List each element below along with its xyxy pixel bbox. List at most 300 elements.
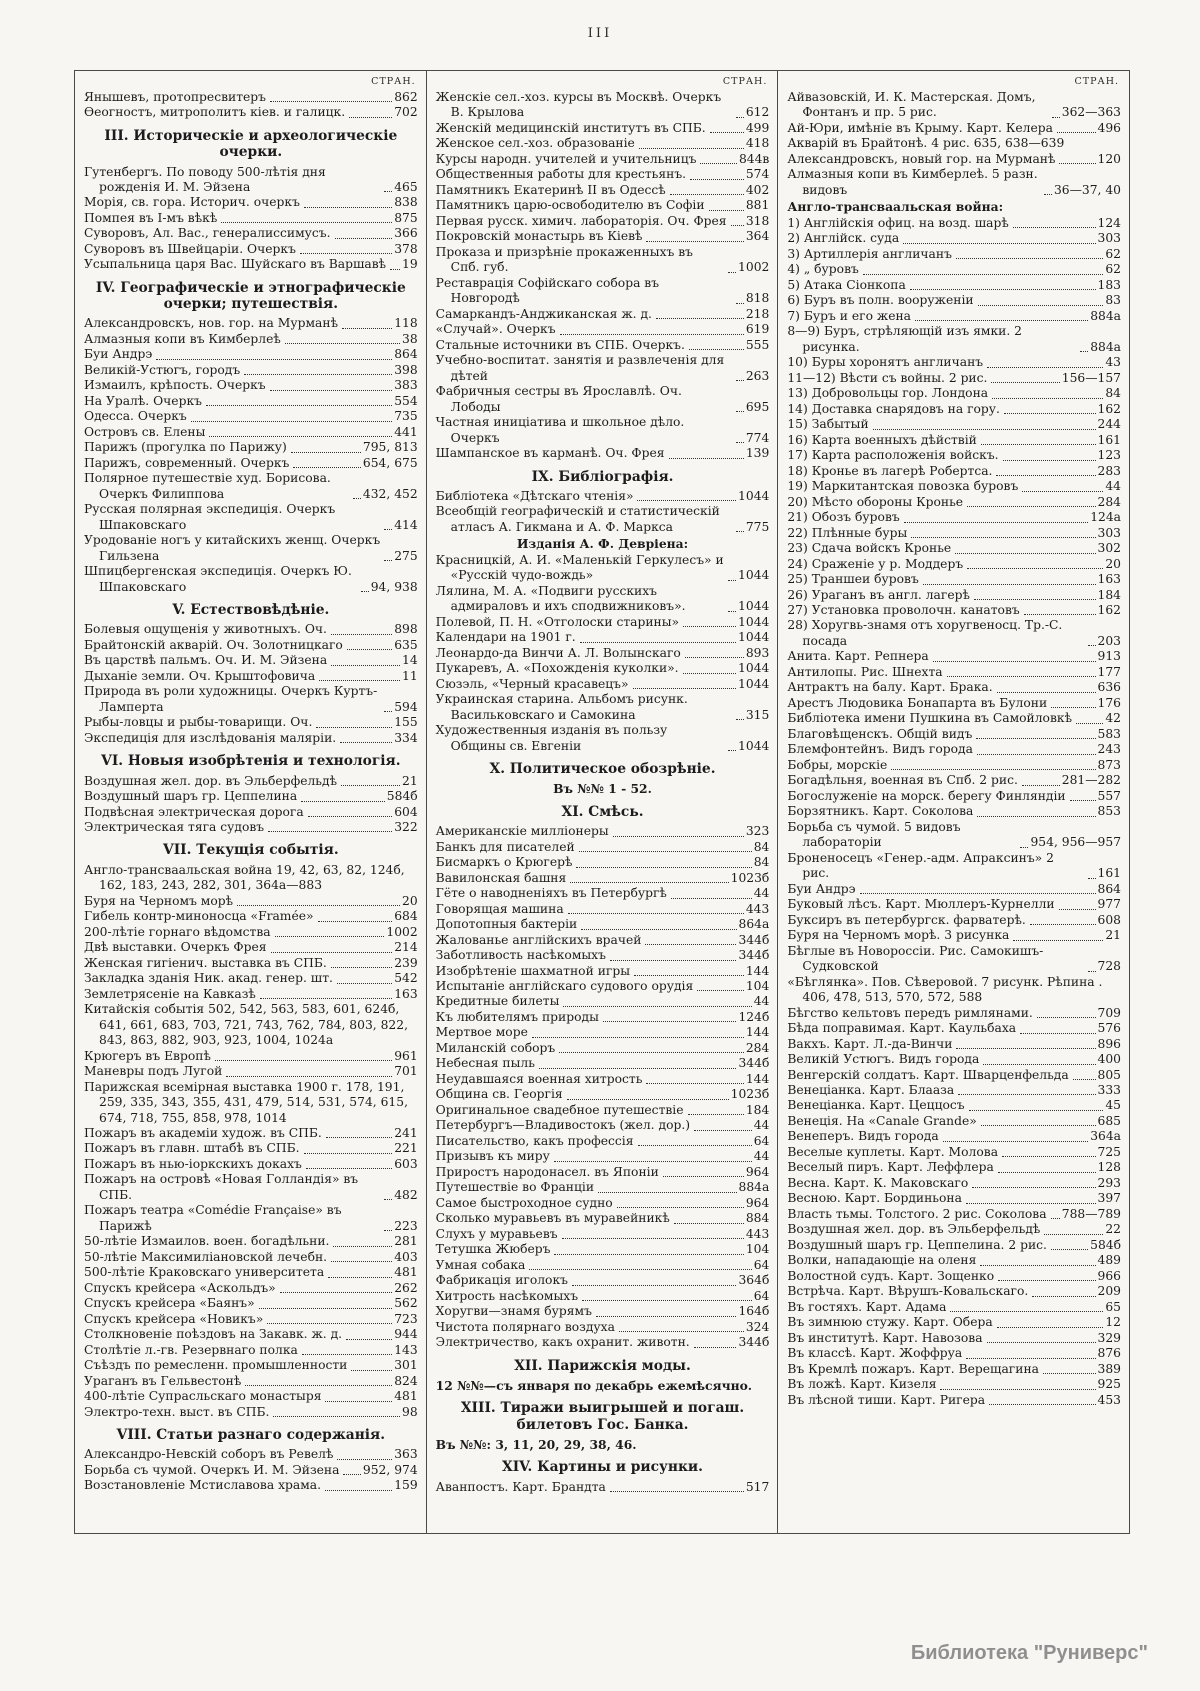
entry-title: Весна. Карт. К. Маковскаго (787, 1175, 969, 1190)
entry-page-number: 118 (394, 316, 418, 331)
index-entry (787, 479, 1121, 494)
entry-title: Въ зимнюю стужу. Карт. Обера (787, 1315, 993, 1330)
entry-title: На Уралѣ. Очеркъ (84, 393, 202, 408)
entry-title: Венеціанка. Карт. Цеццосъ (787, 1098, 965, 1113)
entry-title: Кредитные билеты (435, 994, 560, 1009)
index-entry (787, 1253, 1121, 1268)
entry-page-number: 334 (394, 730, 418, 745)
entry-page-number: 775 (745, 519, 770, 534)
entry-title: Заботливость насѣкомыхъ (435, 948, 606, 963)
dot-leader (991, 382, 1059, 383)
entry-title: 200-лѣтіе горнаго вѣдомства (84, 924, 271, 939)
entry-page-number: 400 (1097, 1052, 1122, 1067)
dot-leader (645, 944, 736, 945)
dot-leader (275, 936, 385, 937)
entry-page-number: 139 (745, 446, 770, 461)
index-entry (84, 1126, 418, 1141)
index-entry (436, 167, 770, 182)
index-entry (787, 433, 1121, 448)
entry-page-number: 383 (394, 378, 418, 393)
entry-page-number: 1044 (738, 599, 770, 614)
dot-leader (598, 1192, 737, 1193)
entry-title: Русская полярная экспедиція. Очеркъ Шпаковскаго (84, 502, 336, 532)
entry-page-number: 329 (1097, 1330, 1122, 1345)
entry-page-number: 318 (745, 213, 770, 228)
entry-page-number: 1044 (738, 488, 770, 503)
dot-leader (361, 591, 369, 592)
index-entry (787, 897, 1121, 912)
entry-title: Всеобщій географическій и статистическій атласъ А. Гикмана и А. Ф. Маркса (435, 504, 720, 534)
index-entry (436, 871, 770, 886)
index-entry (84, 226, 418, 241)
entry-title: Китайскія событія 502, 542, 563, 583, 601, 624б, 641, 661, 683, 703, 721, 743, 762, 784, 803, 822, 843, 863, 882, 903, 923, 1004, 1024а (84, 1002, 408, 1048)
entry-title: Спускъ крейсера «Баянъ» (84, 1296, 255, 1311)
entry-title: Усыпальница царя Вас. Шуйскаго въ Варшавѣ (84, 257, 387, 272)
dot-leader (384, 191, 392, 192)
entry-page-number: 844в (738, 151, 770, 166)
entry-page-number: 239 (394, 955, 418, 970)
entry-page-number: 604 (394, 804, 418, 819)
entry-title: Къ любителямъ природы (435, 1009, 599, 1024)
entry-page-number: 64 (753, 1133, 770, 1148)
index-entry (436, 1087, 770, 1102)
index-entry (787, 1284, 1121, 1299)
dot-leader (1032, 1296, 1095, 1297)
entry-title: Пожаръ въ академіи худож. въ СПБ. (84, 1125, 322, 1140)
dot-leader (280, 1292, 392, 1293)
entry-title: 1) Англійскія офиц. на возд. шарѣ (787, 215, 1009, 230)
index-entry (436, 902, 770, 917)
dot-leader (596, 1316, 737, 1317)
entry-page-number: 402 (745, 182, 770, 197)
index-entry (787, 1068, 1121, 1083)
entry-page-number: 84 (753, 839, 770, 854)
dot-leader (331, 634, 392, 635)
index-entry (84, 1250, 418, 1265)
entry-title: Шампанское въ карманѣ. Оч. Фрея (435, 446, 665, 461)
entry-page-number: 303 (1097, 231, 1122, 246)
entry-page-number: 322 (394, 820, 418, 834)
entry-page-number: 685 (1097, 1113, 1122, 1128)
section-heading: VI. Новыя изобрѣтенія и технологія. (101, 753, 401, 770)
dot-leader (237, 905, 400, 906)
entry-page-number: 221 (394, 1141, 418, 1156)
index-entry (84, 347, 418, 362)
entry-title: Пожаръ въ главн. штабѣ въ СПБ. (84, 1141, 300, 1156)
dot-leader (1070, 800, 1096, 801)
index-entry (787, 278, 1121, 293)
index-entry (787, 541, 1121, 556)
dot-leader (987, 1342, 1096, 1343)
entry-title: Мертвое море (435, 1025, 528, 1040)
entry-page-number: 344б (738, 1335, 770, 1350)
entry-title: Аванпостъ. Карт. Брандта (435, 1479, 606, 1494)
entry-title: Рыбы-ловцы и рыбы-товарищи. Оч. (84, 715, 313, 730)
entry-title: Общественныя работы для крестьянъ. (435, 167, 687, 182)
dot-leader (293, 467, 361, 468)
entry-page-number: 14 (402, 653, 418, 668)
index-entry (787, 1346, 1121, 1361)
dot-leader (728, 611, 736, 612)
dot-leader (304, 1153, 393, 1154)
entry-page-number: 12 (1105, 1315, 1122, 1330)
entry-page-number: 364а (1090, 1129, 1122, 1144)
dot-leader (956, 1048, 1095, 1049)
entry-title: 6) Буръ въ полн. вооруженіи (787, 293, 974, 308)
entry-title: Закладка зданія Ник. акад. генер. шт. (84, 971, 333, 986)
index-entry (84, 894, 418, 909)
index-entry (436, 1273, 770, 1288)
dot-leader (529, 1269, 751, 1270)
index-entry (787, 1160, 1121, 1175)
index-entry (436, 1103, 770, 1118)
entry-page-number: 315 (745, 707, 770, 722)
section-heading: XIV. Картины и рисунки. (502, 1459, 703, 1476)
entry-title: Власть тьмы. Толстого. 2 рис. Соколова (787, 1206, 1047, 1221)
dot-leader (639, 148, 744, 149)
entry-title: 500-лѣтіе Краковскаго университета (84, 1265, 325, 1280)
index-column-3 (778, 71, 1129, 1533)
entry-title: 400-лѣтіе Супрасльскаго монастыря (84, 1389, 322, 1404)
entry-title: Изобрѣтеніе шахматной игры (435, 963, 630, 978)
entry-page-number: 554 (394, 393, 418, 408)
dot-leader (617, 1207, 744, 1208)
entry-page-number: 156—157 (1061, 370, 1122, 385)
index-entry (436, 1149, 770, 1164)
index-entry (787, 262, 1121, 277)
dot-leader (637, 500, 736, 501)
entry-title: Гутенбергъ. По поводу 500-лѣтія дня рожденія И. М. Эйзена (84, 164, 326, 194)
index-entry (787, 1377, 1121, 1392)
index-entry (787, 152, 1121, 167)
index-entry (787, 758, 1121, 773)
entry-title: Великій Устюгъ. Видъ города (787, 1052, 980, 1067)
entry-page-number: 482 (394, 1187, 418, 1202)
entry-title: Янышевъ, протопресвитеръ (84, 90, 266, 104)
dot-leader (268, 831, 392, 832)
entry-page-number: 124а (1090, 510, 1122, 525)
dot-leader (390, 269, 400, 270)
entry-title: Двѣ выставки. Очеркъ Фрея (84, 940, 267, 955)
index-entry (787, 588, 1121, 603)
entry-page-number: 465 (394, 179, 418, 194)
entry-page-number: 542 (394, 971, 418, 986)
entry-page-number: 884а (1090, 308, 1122, 323)
entry-page-number: 964 (745, 1195, 770, 1210)
sub-heading: Изданія А. Ф. Девріена: (516, 536, 689, 552)
index-entry (84, 1281, 418, 1296)
entry-page-number: 925 (1097, 1377, 1122, 1392)
dot-leader (1013, 227, 1096, 228)
dot-leader (646, 241, 743, 242)
entry-page-number: 161 (1097, 432, 1122, 447)
index-entry (84, 316, 418, 331)
index-entry (436, 121, 770, 136)
entry-page-number: 838 (394, 195, 418, 210)
entry-page-number: 944 (394, 1327, 418, 1342)
entry-page-number: 977 (1097, 897, 1122, 912)
entry-page-number: 499 (745, 120, 770, 135)
section-heading: V. Естествовѣдѣніе. (172, 602, 330, 619)
entry-title: Бѣгство кельтовъ передъ римлянами. (787, 1005, 1033, 1020)
entry-page-number: 418 (745, 136, 770, 151)
dot-leader (977, 754, 1096, 755)
index-entry (436, 948, 770, 963)
sub-heading: Англо-трансваальская война: (787, 199, 1004, 215)
entry-page-number: 284 (1097, 494, 1122, 509)
dot-leader (966, 1203, 1096, 1204)
dot-leader (576, 867, 751, 868)
entry-page-number: 966 (1097, 1268, 1122, 1283)
index-entry (436, 917, 770, 932)
entry-title: 21) Обозъ буровъ (787, 510, 900, 525)
entry-title: Курсы народн. учителей и учительницъ (435, 151, 697, 166)
dot-leader (347, 649, 392, 650)
entry-title: Сюзэль, «Черный красавецъ» (435, 676, 629, 691)
dot-leader (683, 626, 736, 627)
entry-page-number: 695 (745, 399, 770, 414)
dot-leader (613, 836, 744, 837)
dot-leader (245, 1385, 392, 1386)
entry-title: Библіотека «Дѣтскаго чтенія» (435, 488, 634, 503)
entry-title: Гёте о наводненіяхъ въ Петербургѣ (435, 886, 667, 901)
entry-title: Уродованіе ногъ у китайскихъ женщ. Очеркъ Гильзена (84, 533, 381, 563)
entry-title: 11—12) Вѣсти съ войны. 2 рис. (787, 370, 988, 385)
index-entry (787, 603, 1121, 618)
entry-title: Англо-трансваальская война 19, 42, 63, 82, 124б, 162, 183, 243, 282, 301, 364а—883 (84, 862, 405, 893)
dot-leader (910, 289, 1096, 290)
dot-leader (671, 898, 752, 899)
index-entry (787, 136, 1121, 151)
dot-leader (710, 132, 744, 133)
entry-page-number: 795, 813 (362, 440, 418, 455)
entry-title: Оригинальное свадебное путешествіе (435, 1102, 684, 1117)
index-entry (84, 332, 418, 347)
entry-page-number: 884а (1090, 339, 1122, 354)
entry-title: Дыханіе земли. Оч. Крыштофовича (84, 668, 316, 683)
index-entry (436, 1242, 770, 1257)
dot-leader (1024, 614, 1096, 615)
entry-title: Крюгеръ въ Европѣ (84, 1048, 211, 1063)
dot-leader (206, 405, 392, 406)
dot-leader (966, 1358, 1095, 1359)
index-entry (84, 1234, 418, 1249)
dot-leader (683, 673, 736, 674)
index-entry (436, 214, 770, 229)
entry-page-number: 44 (753, 886, 770, 901)
index-entry (84, 257, 418, 272)
entry-title: 24) Сраженіе у р. Моддеръ (787, 556, 964, 571)
entry-title: 20) Мѣсто обороны Кронье (787, 494, 964, 509)
dot-leader (933, 661, 1096, 662)
entry-page-number: 44 (1105, 479, 1122, 494)
entry-title: Банкъ для писателей (435, 839, 575, 854)
index-entry (787, 1083, 1121, 1098)
entry-title: Буксиръ въ петербургск. фарватерѣ. (787, 912, 1026, 927)
dot-leader (943, 1141, 1089, 1142)
index-entry (787, 1331, 1121, 1346)
entry-title: Бобры, морскіе (787, 757, 888, 772)
index-entry (436, 198, 770, 213)
index-entry (787, 572, 1121, 587)
entry-page-number: 42 (1105, 711, 1122, 726)
index-entry (436, 979, 770, 994)
entry-page-number: 574 (745, 167, 770, 182)
dot-leader (267, 1323, 392, 1324)
entry-title: Фабрикація иголокъ (435, 1273, 568, 1288)
index-entry (436, 1480, 770, 1495)
entry-title: Женское сел.-хоз. образованіе (435, 136, 635, 151)
dot-leader (891, 769, 1095, 770)
entry-title: Анита. Карт. Репнера (787, 649, 929, 664)
dot-leader (731, 225, 744, 226)
dot-leader (923, 584, 1096, 585)
index-entry (436, 136, 770, 151)
index-entry (436, 840, 770, 855)
index-entry (436, 646, 770, 661)
index-entry (84, 1312, 418, 1327)
entry-page-number: 723 (394, 1311, 418, 1326)
entry-title: Красницкій, А. И. «Маленькій Геркулесъ» и «Русскій чудо-вождь» (435, 552, 724, 583)
entry-page-number: 144 (745, 963, 770, 978)
entry-page-number: 702 (394, 105, 418, 120)
dot-leader (1002, 1156, 1096, 1157)
entry-page-number: 788—789 (1061, 1206, 1122, 1221)
dot-leader (638, 1145, 752, 1146)
index-entry (436, 692, 770, 723)
entry-title: Весною. Карт. Бординьона (787, 1191, 962, 1206)
dot-leader (736, 380, 744, 381)
index-entry (436, 824, 770, 839)
index-entry (84, 925, 418, 940)
entry-title: Памятникъ царю-освободителю въ Софіи (435, 198, 705, 213)
entry-page-number: 961 (394, 1048, 418, 1063)
dot-leader (736, 117, 744, 118)
entry-title: 8—9) Буръ, стрѣляющій изъ ямки. 2 рисунка. (787, 324, 1022, 354)
entry-page-number: 22 (1105, 1222, 1122, 1237)
index-entry (84, 1203, 418, 1234)
dot-leader (736, 531, 744, 532)
section-heading: X. Политическое обозрѣніе. (489, 761, 716, 778)
entry-page-number: 11 (402, 668, 418, 683)
dot-leader (1088, 878, 1096, 879)
entry-page-number: 1002 (386, 924, 418, 939)
dot-leader (956, 258, 1103, 259)
index-entry (787, 90, 1121, 121)
entry-title: 50-лѣтіе Измаилов. воен. богадѣльни. (84, 1234, 330, 1249)
entry-title: Въ ложѣ. Карт. Кизеля (787, 1377, 937, 1392)
index-entry (84, 1463, 418, 1478)
entry-title: Памятникъ Екатеринѣ II въ Одессѣ (435, 182, 666, 197)
entry-page-number: 366 (394, 226, 418, 241)
entry-title: Лялина, М. А. «Подвиги русскихъ адмираловъ и ихъ сподвижниковъ». (435, 583, 686, 614)
entry-title: Борьба съ чумой. 5 видовъ лабораторіи (787, 819, 961, 850)
entry-title: Женскій медицинскій институтъ въ СПБ. (435, 120, 706, 135)
dot-leader (981, 1125, 1096, 1126)
dot-leader (947, 676, 1096, 677)
index-entry (436, 322, 770, 337)
index-entry (436, 1165, 770, 1180)
entry-page-number: 19 (402, 257, 418, 272)
entry-title: Воздушная жел. дор. въ Эльберфельдѣ (84, 773, 337, 788)
index-entry (436, 553, 770, 584)
entry-page-number: 584б (1090, 1237, 1122, 1252)
entry-title: Украинская старина. Альбомъ рисунк. Васильковскаго и Самокина (435, 692, 688, 722)
index-entry (84, 425, 418, 440)
entry-page-number: 481 (394, 1389, 418, 1404)
entry-title: Бѣглые въ Новороссіи. Рис. Самокишъ-Судковской (787, 943, 1044, 974)
entry-title: Петербургъ—Владивостокъ (жел. дор.) (435, 1118, 691, 1133)
dot-leader (156, 359, 392, 360)
entry-title: 16) Карта военныхъ дѣйствій (787, 432, 977, 447)
dot-leader (319, 680, 400, 681)
dot-leader (633, 688, 737, 689)
dot-leader (976, 738, 1095, 739)
entry-title: Венеперъ. Видъ города (787, 1129, 939, 1144)
index-entry (436, 886, 770, 901)
index-entry (84, 1447, 418, 1462)
index-entry (436, 1196, 770, 1211)
dot-leader (977, 816, 1095, 817)
column-page-label: СТРАН. (1074, 76, 1120, 87)
index-entry (787, 727, 1121, 742)
entry-title: 26) Ураганъ въ англ. лагерѣ (787, 587, 970, 602)
entry-page-number: 1002 (738, 260, 770, 275)
entry-page-number: 243 (1097, 742, 1122, 757)
entry-title: Въ классѣ. Карт. Жоффруа (787, 1346, 963, 1361)
entry-title: Сколько муравьевъ въ муравейникѣ (435, 1211, 670, 1226)
dot-leader (273, 1416, 400, 1417)
entry-page-number: 44 (753, 994, 770, 1009)
dot-leader (1003, 460, 1096, 461)
index-entry (436, 152, 770, 167)
dot-leader (736, 411, 744, 412)
index-entry (787, 851, 1121, 882)
entry-title: Воздушный шаръ гр. Цеппелина (84, 789, 298, 804)
index-entry (787, 1191, 1121, 1206)
index-entry (436, 1227, 770, 1242)
index-entry (436, 661, 770, 676)
dot-leader (1020, 1033, 1095, 1034)
dot-leader (300, 253, 392, 254)
entry-title: Хитрость насѣкомыхъ (435, 1288, 579, 1303)
entry-title: Буи Андрэ (84, 347, 153, 362)
dot-leader (610, 1491, 744, 1492)
entry-page-number: 896 (1097, 1036, 1122, 1051)
dot-leader (353, 498, 361, 499)
entry-title: Экспедиція для изслѣдованія маляріи. (84, 730, 337, 745)
index-entry (84, 440, 418, 455)
entry-title: Первая русск. химич. лабораторія. Оч. Фрея (435, 213, 727, 228)
entry-title: Бѣда поправимая. Карт. Каульбаха (787, 1021, 1017, 1036)
dot-leader (736, 442, 744, 443)
dot-leader (285, 343, 400, 344)
entry-page-number: 489 (1097, 1253, 1122, 1268)
entry-title: Хоругви—знамя бурямъ (435, 1304, 592, 1319)
dot-leader (384, 711, 392, 712)
index-entry (84, 987, 418, 1002)
entry-title: Арестъ Людовика Бонапарта въ Булони (787, 695, 1048, 710)
entry-title: Стальные источники въ СПБ. Очеркъ. (435, 337, 685, 352)
entry-page-number: 44 (753, 1149, 770, 1164)
entry-page-number: 362—363 (1061, 105, 1122, 120)
index-entry (787, 495, 1121, 510)
dot-leader (582, 1300, 752, 1301)
entry-title: Испытаніе англійскаго судового орудія (435, 978, 694, 993)
dot-leader (384, 1199, 392, 1200)
entry-page-number: 864 (394, 347, 418, 362)
entry-title: Помпея въ I-мъ вѣкѣ (84, 210, 218, 225)
